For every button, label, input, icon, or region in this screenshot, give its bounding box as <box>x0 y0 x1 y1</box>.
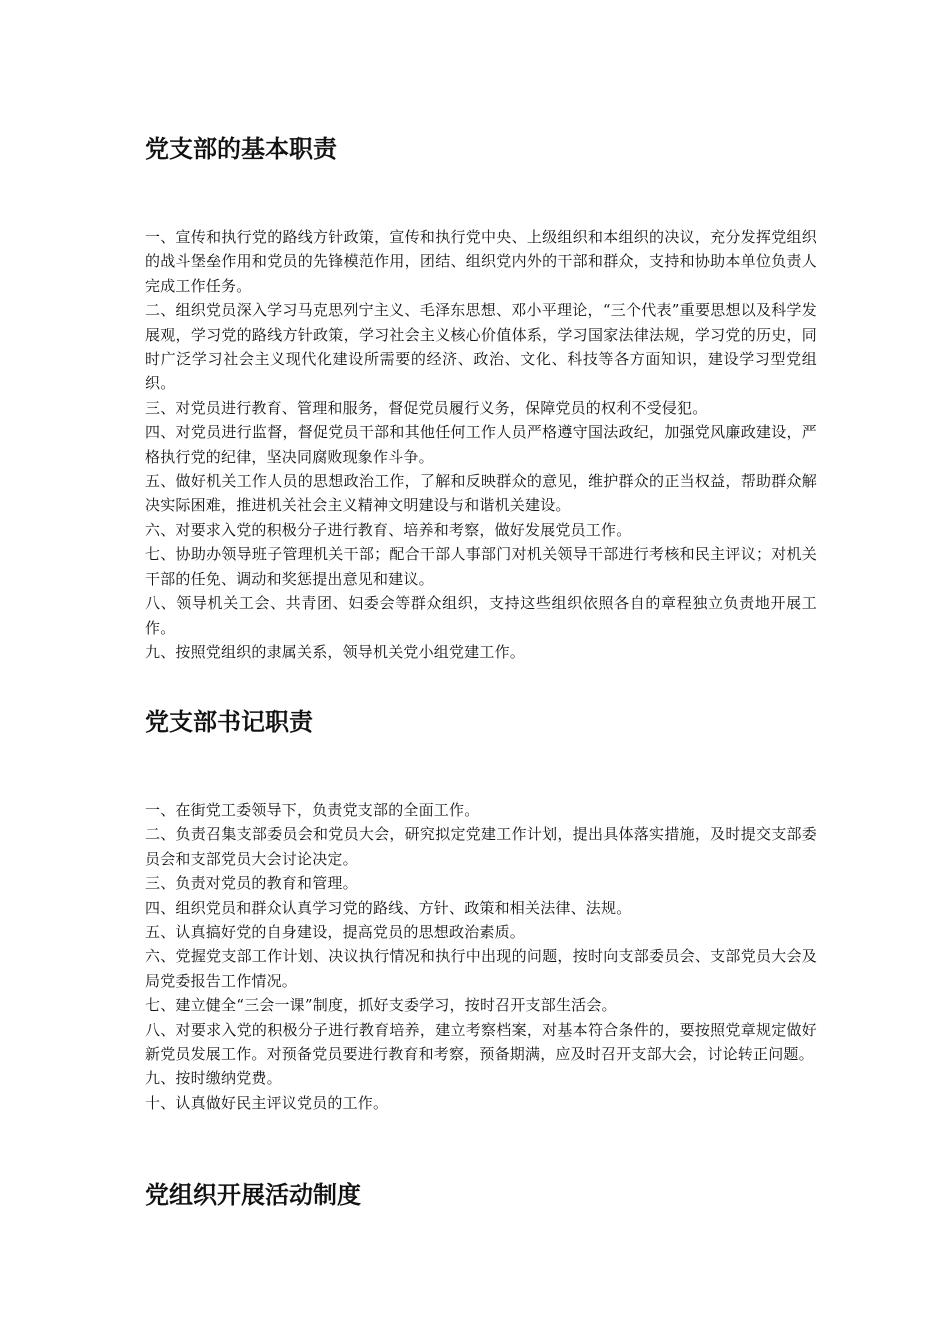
list-item: 一、宣传和执行党的路线方针政策，宣传和执行党中央、上级组织和本组织的决议，充分发挥党组织的战斗堡垒作用和党员的先锋模范作用，团结、组织党内外的干部和群众，支持和协助本单位负责人完成工作任务。 <box>145 228 817 295</box>
list-item: 七、建立健全“三会一课”制度，抓好支委学习，按时召开支部生活会。 <box>145 996 617 1015</box>
list-item: 九、按时缴纳党费。 <box>145 1069 282 1088</box>
list-item: 九、按照党组织的隶属关系，领导机关党小组党建工作。 <box>145 642 526 661</box>
list-item: 五、认真搞好党的自身建设，提高党员的思想政治素质。 <box>145 923 526 942</box>
list-item: 六、对要求入党的积极分子进行教育、培养和考察，做好发展党员工作。 <box>145 520 632 539</box>
list-item: 四、对党员进行监督，督促党员干部和其他任何工作人员严格遵守国法政纪，加强党风廉政建设，严格执行党的纪律，坚决同腐败现象作斗争。 <box>145 423 817 466</box>
list-item: 二、负责召集支部委员会和党员大会，研究拟定党建工作计划，提出具体落实措施，及时提交支部委员会和支部党员大会讨论决定。 <box>145 825 817 868</box>
branch-duties-list <box>145 225 817 664</box>
section-title-activity-rules: 党组织开展活动制度 <box>145 1181 361 1209</box>
list-item: 八、领导机关工会、共青团、妇委会等群众组织，支持这些组织依照各自的章程独立负责地开展工作。 <box>145 594 817 637</box>
list-item: 二、组织党员深入学习马克思列宁主义、毛泽东思想、邓小平理论，“三个代表”重要思想以及科学发展观，学习党的路线方针政策，学习社会主义核心价值体系，学习国家法律法规，学习党的历史，同时广泛学习社会主义现代化建设所需要的经济、政治、文化、科技等各方面知识，建设学习型党组织。 <box>145 301 817 393</box>
list-item: 十、认真做好民主评议党员的工作。 <box>145 1093 389 1112</box>
list-item: 四、组织党员和群众认真学习党的路线、方针、政策和相关法律、法规。 <box>145 898 632 917</box>
section-title-branch-duties: 党支部的基本职责 <box>145 135 337 163</box>
section-title-secretary-duties: 党支部书记职责 <box>145 708 313 736</box>
list-item: 六、党握党支部工作计划、决议执行情况和执行中出现的问题，按时向支部委员会、支部党员大会及局党委报告工作情况。 <box>145 947 817 990</box>
list-item: 三、对党员进行教育、管理和服务，督促党员履行义务，保障党员的权利不受侵犯。 <box>145 398 708 417</box>
list-item: 七、协助办领导班子管理机关干部；配合干部人事部门对机关领导干部进行考核和民主评议；对机关干部的任免、调动和奖惩提出意见和建议。 <box>145 545 817 588</box>
list-item: 三、负责对党员的教育和管理。 <box>145 874 358 893</box>
secretary-duties-list <box>145 798 817 1115</box>
list-item: 五、做好机关工作人员的思想政治工作，了解和反映群众的意见，维护群众的正当权益，帮助群众解决实际困难，推进机关社会主义精神文明建设与和谐机关建设。 <box>145 472 817 515</box>
list-item: 一、在街党工委领导下，负责党支部的全面工作。 <box>145 801 480 819</box>
list-item: 八、对要求入党的积极分子进行教育培养，建立考察档案，对基本符合条件的，要按照党章规定做好新党员发展工作。对预备党员要进行教育和考察，预备期满，应及时召开支部大会，讨论转正问题。 <box>145 1020 817 1064</box>
